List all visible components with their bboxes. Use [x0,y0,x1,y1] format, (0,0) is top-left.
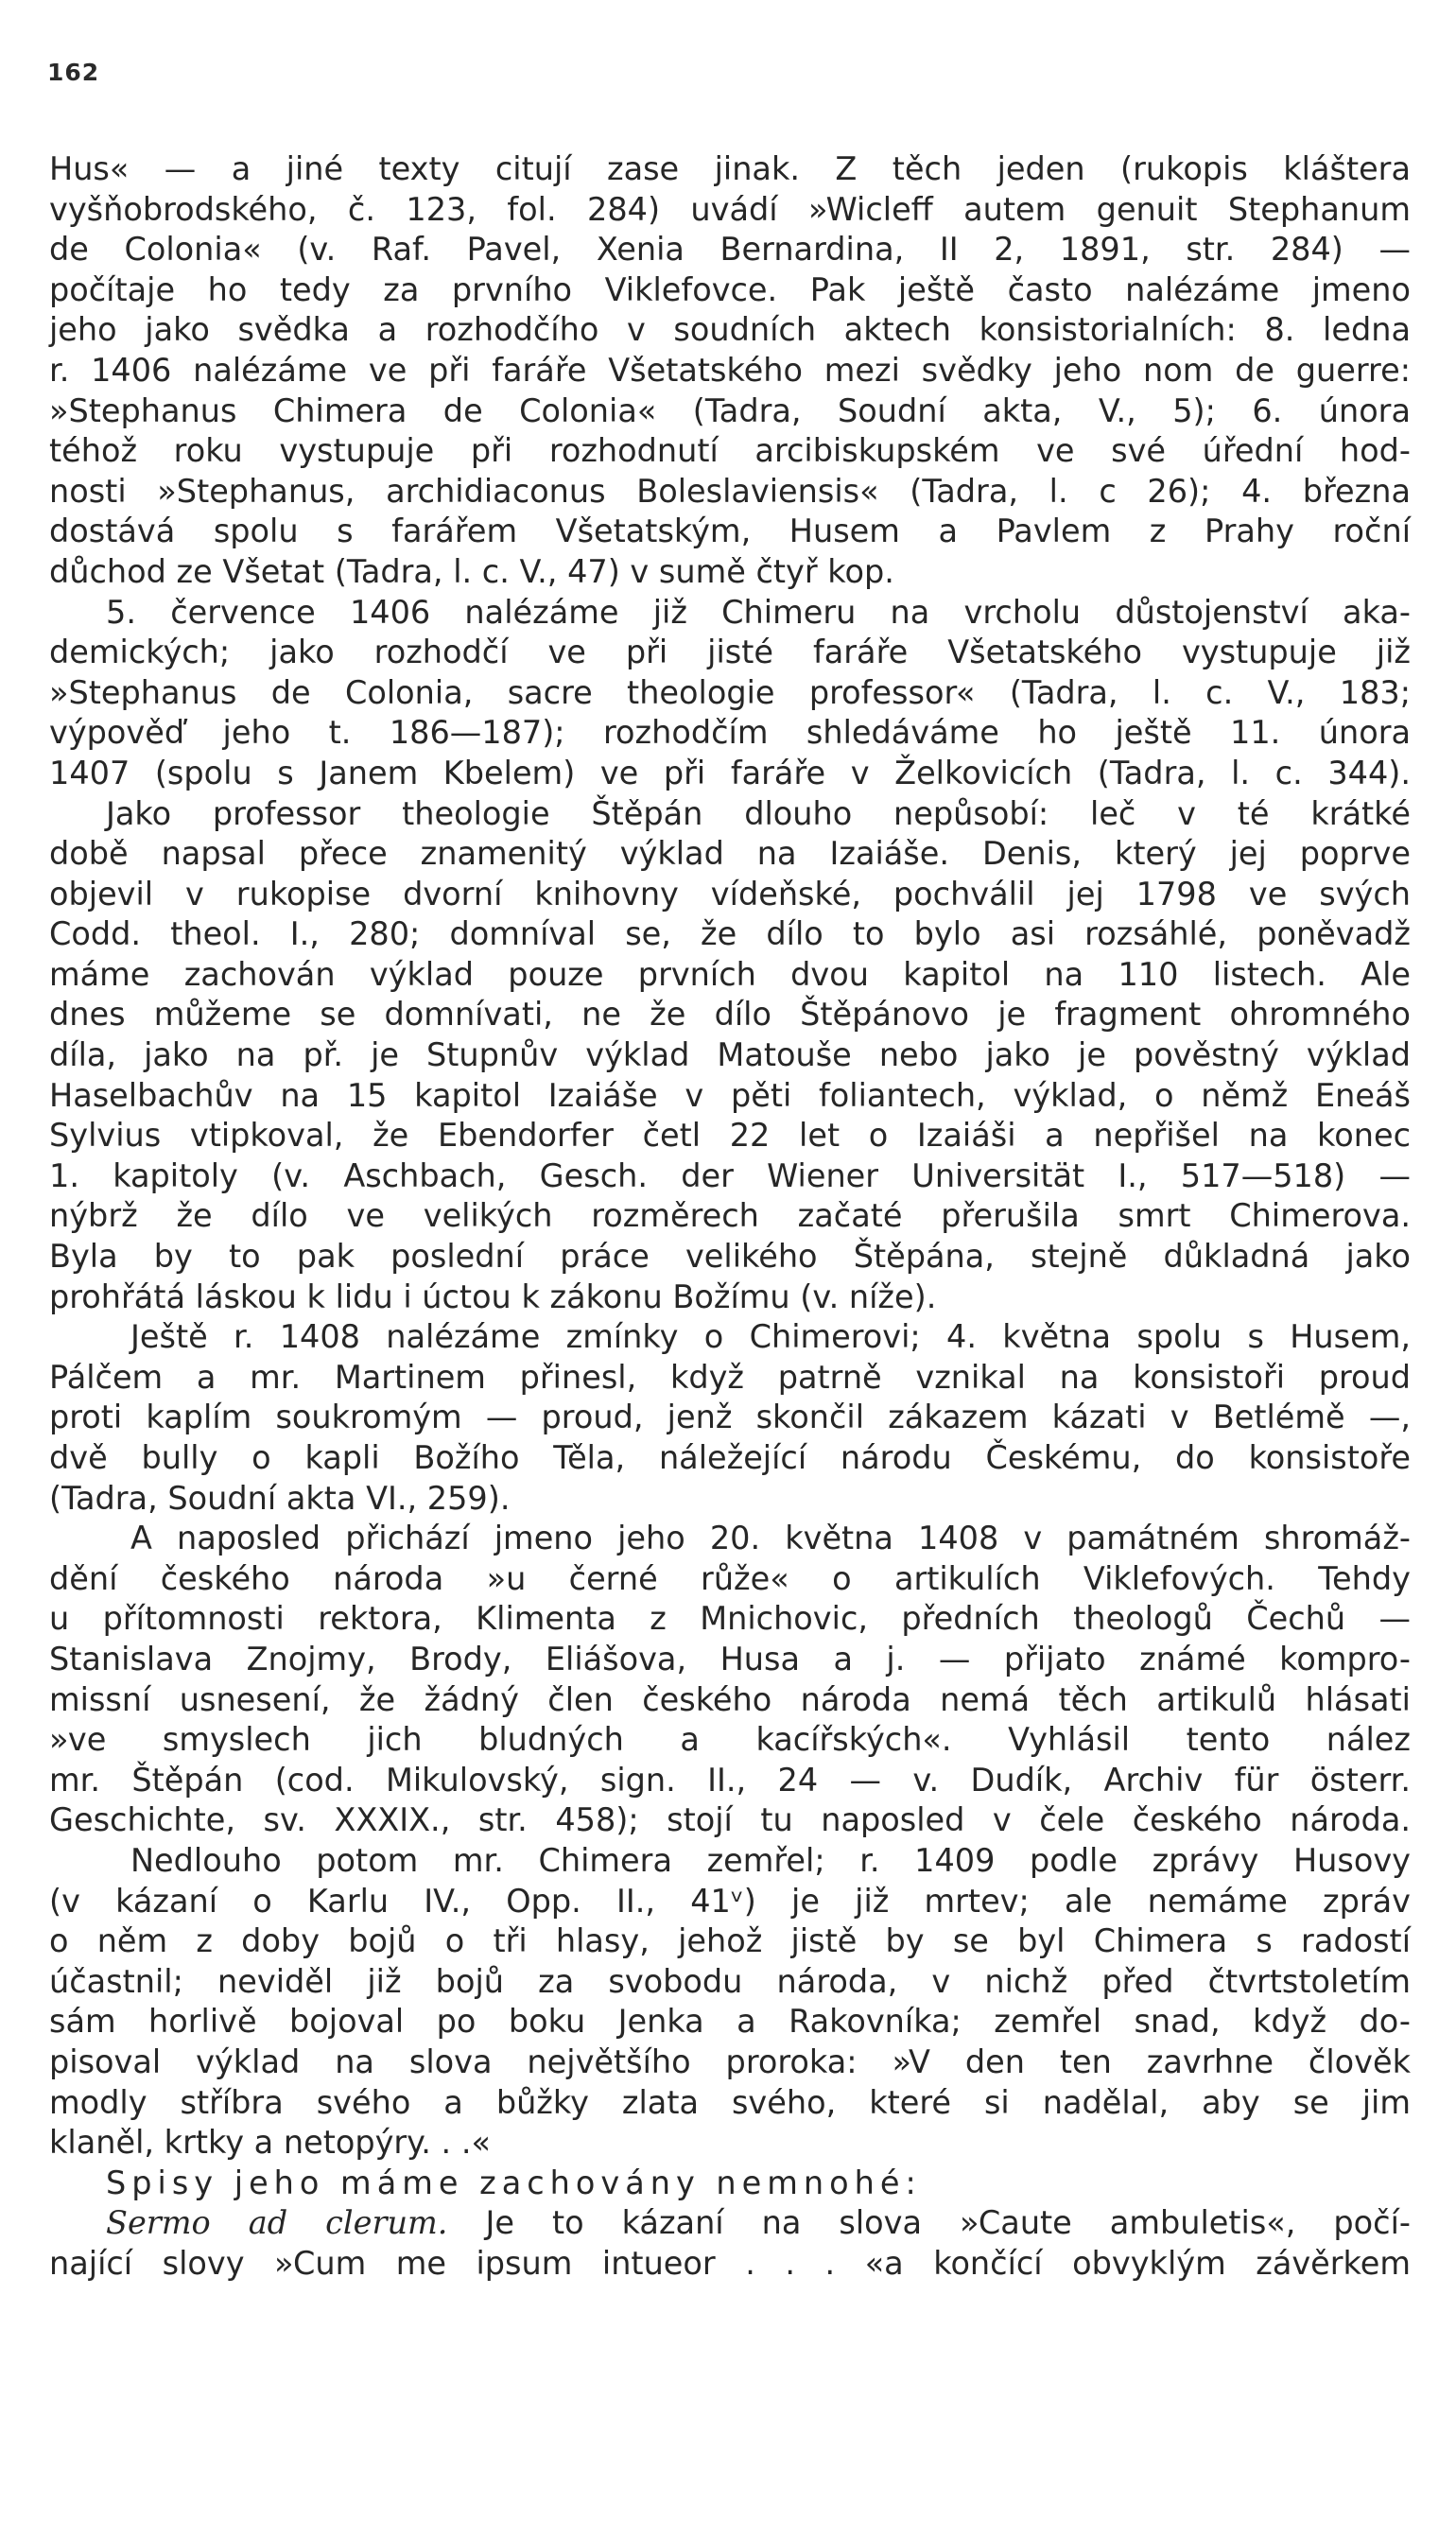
text-line: »Stephanus de Colonia, sacre theologie professor« (Tadra, l. c. V., 183; [49,673,1411,711]
text-line: dnes můžeme se domnívati, ne že dílo Štěpánovo je fragment ohromného [49,996,1411,1034]
text-line: vyšňobrodského, č. 123, fol. 284) uvádí »Wicleff autem genuit Stephanum [49,190,1411,228]
text-line: sám horlivě bojoval po boku Jenka a Rakovníka; zemřel snad, když do- [49,2003,1411,2041]
text-line: mr. Štěpán (cod. Mikulovský, sign. II., 24 — v. Dudík, Archiv für österr. [49,1761,1411,1799]
text-line: A naposled přichází jmeno jeho 20. května 1408 v památném shromáž- [130,1520,1411,1557]
text-line: objevil v rukopise dvorní knihovny vídeňské, pochválil jej 1798 ve svých [49,875,1411,913]
text-line: o něm z doby bojů o tři hlasy, jehož jistě by se byl Chimera s radostí [49,1922,1411,1960]
text-line: proti kaplím soukromým — proud, jenž skončil zákazem kázati v Betlémě —, [49,1399,1411,1436]
text-line: účastnil; neviděl již bojů za svobodu národa, v nichž před čtvrtstoletím [49,1962,1411,2000]
text-line: jeho jako svědka a rozhodčího v soudních aktech konsistorialních: 8. ledna [49,311,1411,349]
text-line: 1. kapitoly (v. Aschbach, Gesch. der Wiener Universität I., 517—518) — [49,1156,1411,1194]
text-line: prohřátá láskou k lidu i úctou k zákonu Božímu (v. níže). [49,1278,937,1315]
text-segment: Je to kázaní na slova »Caute ambuletis«, počí- [485,2204,1411,2242]
text-line: 5. července 1406 nalézáme již Chimeru na vrcholu důstojenství aka- [106,593,1411,631]
text-line: téhož roku vystupuje při rozhodnutí arcibiskupském ve své úřední hod- [49,432,1411,470]
text-line: důchod ze Všetat (Tadra, l. c. V., 47) v sumě čtyř kop. [49,552,894,590]
body-text [49,149,1411,2284]
text-line: u přítomnosti rektora, Klimenta z Mnichovic, předních theologů Čechů — [49,1600,1411,1638]
text-line: Pálčem a mr. Martinem přinesl, když patrně vznikal na konsistoři proud [49,1358,1411,1396]
text-line: klaněl, krtky a netopýry. . .« [49,2124,491,2162]
section-heading: Spisy jeho máme zachovány nemnohé: [106,2164,922,2201]
text-line: »ve smyslech jich bludných a kacířských«. Vyhlásil tento nález [49,1721,1411,1759]
text-line: pisoval výklad na slova největšího proroka: »V den ten zavrhne člověk [49,2043,1411,2080]
text-line: dostává spolu s farářem Všetatským, Husem a Pavlem z Prahy roční [49,513,1411,550]
text-line: Byla by to pak poslední práce velikého Štěpána, stejně důkladná jako [49,1238,1411,1276]
text-line: Nedlouho potom mr. Chimera zemřel; r. 1409 podle zprávy Husovy [130,1841,1411,1879]
text-line: Ještě r. 1408 nalézáme zmínky o Chimerovi; 4. května spolu s Husem, [130,1318,1411,1356]
text-line: době napsal přece znamenitý výklad na Izaiáše. Denis, který jej poprve [49,835,1411,873]
text-line: nýbrž že dílo ve velikých rozměrech začaté přerušila smrt Chimerova. [49,1197,1411,1235]
text-line: »Stephanus Chimera de Colonia« (Tadra, Soudní akta, V., 5); 6. února [49,391,1411,429]
text-line: Stanislava Znojmy, Brody, Eliášova, Husa a j. — přijato známé kompro- [49,1640,1411,1678]
text-line: počítaje ho tedy za prvního Viklefovce. Pak ještě často nalézáme jmeno [49,270,1411,308]
text-line: Codd. theol. I., 280; domníval se, že dílo to bylo asi rozsáhlé, poněvadž [49,915,1411,953]
text-line: (Tadra, Soudní akta VI., 259). [49,1479,511,1517]
text-line: r. 1406 nalézáme ve při faráře Všetatského mezi svědky jeho nom de guerre: [49,351,1411,389]
page-number: 162 [47,59,100,86]
text-line: výpověď jeho t. 186—187); rozhodčím shledáváme ho ještě 11. února [49,714,1411,752]
text-line: nající slovy »Cum me ipsum intueor . . . «a končící obvyklým závěrkem [49,2244,1411,2282]
text-line: de Colonia« (v. Raf. Pavel, Xenia Bernardina, II 2, 1891, str. 284) — [49,231,1411,269]
text-line: máme zachován výklad pouze prvních dvou kapitol na 110 listech. Ale [49,955,1411,993]
text-line: (v kázaní o Karlu IV., Opp. II., 41ᵛ) je již mrtev; ale nemáme zpráv [49,1882,1411,1920]
text-line: díla, jako na př. je Stupnův výklad Matouše nebo jako je pověstný výklad [49,1036,1411,1074]
text-line: missní usnesení, že žádný člen českého národa nemá těch artikulů hlásati [49,1680,1411,1718]
text-line: Hus« — a jiné texty citují zase jinak. Z těch jeden (rukopis kláštera [49,150,1411,187]
text-line: dění českého národa »u černé růže« o artikulích Viklefových. Tehdy [49,1559,1411,1597]
text-line: 1407 (spolu s Janem Kbelem) ve při faráře v Želkovicích (Tadra, l. c. 344). [49,754,1411,791]
text-line: nosti »Stephanus, archidiaconus Boleslaviensis« (Tadra, l. c 26); 4. března [49,472,1411,510]
text-line: modly stříbra svého a bůžky zlata svého, které si nadělal, aby se jim [49,2083,1411,2121]
work-title: Sermo ad clerum. [106,2204,448,2242]
text-line: dvě bully o kapli Božího Těla, náležející národu Českému, do konsistoře [49,1439,1411,1476]
text-line [49,2203,1411,2244]
text-line: Geschichte, sv. XXXIX., str. 458); stojí tu naposled v čele českého národa. [49,1801,1411,1839]
text-line: demických; jako rozhodčí ve při jisté faráře Všetatského vystupuje již [49,634,1411,671]
text-line: Sylvius vtipkoval, že Ebendorfer četl 22 let o Izaiáši a nepřišel na konec [49,1117,1411,1155]
text-line: Jako professor theologie Štěpán dlouho nepůsobí: leč v té krátké [106,794,1411,832]
text-line: Haselbachův na 15 kapitol Izaiáše v pěti foliantech, výklad, o němž Eneáš [49,1076,1411,1114]
